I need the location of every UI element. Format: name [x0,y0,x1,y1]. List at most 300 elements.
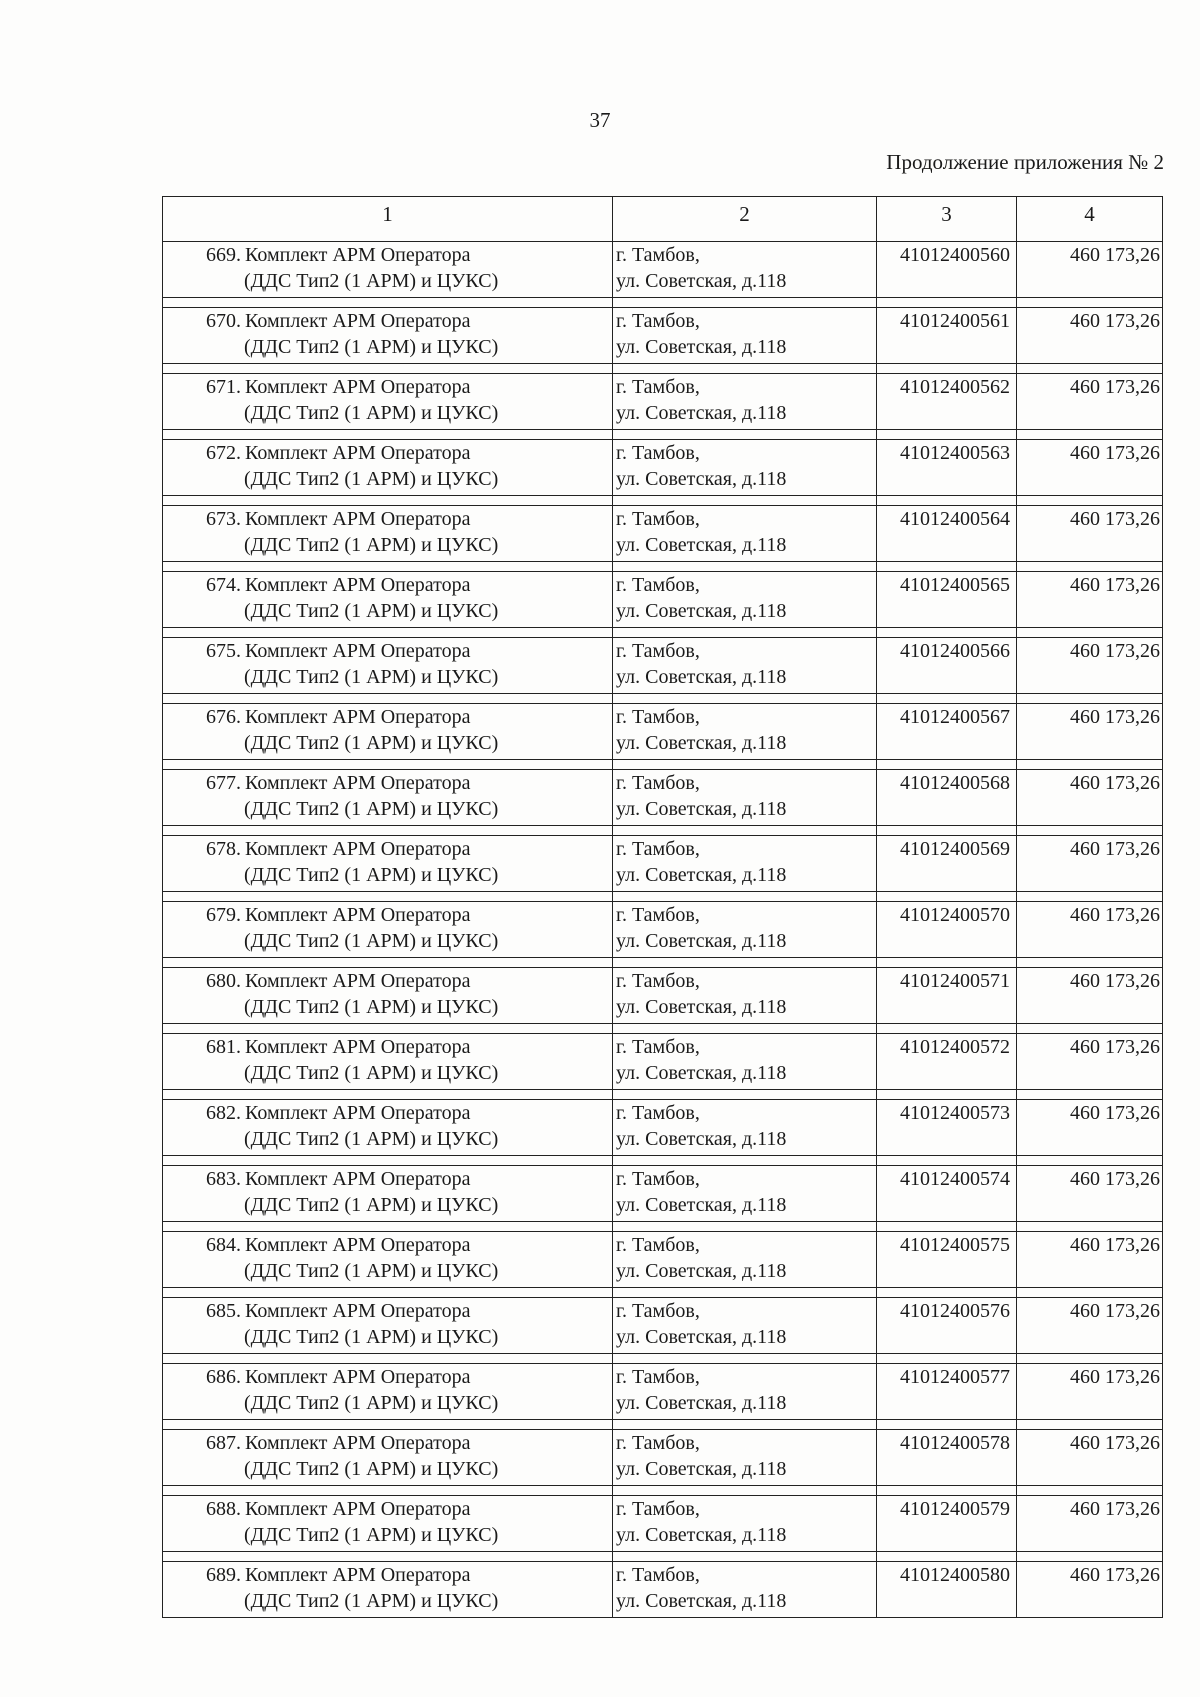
spacer-cell [1017,298,1163,308]
item-name-cell [163,836,613,892]
address-cell [613,1430,877,1486]
item-name-line1 [177,968,612,994]
equipment-table [162,196,1163,1618]
item-name-line1 [177,1430,612,1456]
address-city: г. Тамбов, [616,1498,700,1520]
spacer-cell [1017,760,1163,770]
row-number: 686. [206,1366,241,1388]
spacer-cell [163,1486,613,1496]
row-number: 681. [206,1036,241,1058]
spacer-cell [613,760,877,770]
address-city: г. Тамбов, [616,970,700,992]
spacer-cell [613,430,877,440]
item-type: (ДДС Тип2 (1 АРМ) и ЦУКС) [244,1062,499,1084]
address-cell [613,1364,877,1420]
row-spacer [163,1486,1163,1496]
table-body [163,242,1163,1618]
row-number: 675. [206,640,241,662]
row-number: 687. [206,1432,241,1454]
spacer-cell [1017,1090,1163,1100]
address-street: ул. Советская, д.118 [616,930,787,952]
address-city: г. Тамбов, [616,1234,700,1256]
spacer-cell [1017,430,1163,440]
row-number: 680. [206,970,241,992]
spacer-cell [613,892,877,902]
address-street: ул. Советская, д.118 [616,402,787,424]
address-street: ул. Советская, д.118 [616,1458,787,1480]
item-name: Комплект АРМ Оператора [245,1366,471,1388]
spacer-cell [1017,1486,1163,1496]
address-street: ул. Советская, д.118 [616,1326,787,1348]
spacer-cell [1017,1552,1163,1562]
inventory-number: 41012400574 [877,1166,1017,1222]
item-name-line1 [177,1496,612,1522]
row-spacer [163,958,1163,968]
spacer-cell [163,1552,613,1562]
table-row [163,1232,1163,1288]
inventory-number: 41012400564 [877,506,1017,562]
cost-value: 460 173,26 [1017,1298,1163,1354]
item-type: (ДДС Тип2 (1 АРМ) и ЦУКС) [244,930,499,952]
item-name: Комплект АРМ Оператора [245,442,471,464]
table-row [163,1562,1163,1618]
spacer-cell [1017,1354,1163,1364]
item-name: Комплект АРМ Оператора [245,1102,471,1124]
address-cell [613,968,877,1024]
item-name-cell [163,1430,613,1486]
table-row [163,308,1163,364]
row-number: 669. [206,244,241,266]
inventory-number: 41012400567 [877,704,1017,760]
spacer-cell [1017,1222,1163,1232]
table-row [163,836,1163,892]
address-city: г. Тамбов, [616,1366,700,1388]
item-name-cell [163,1298,613,1354]
spacer-cell [1017,1420,1163,1430]
spacer-cell [1017,1156,1163,1166]
item-type: (ДДС Тип2 (1 АРМ) и ЦУКС) [244,666,499,688]
row-number: 689. [206,1564,241,1586]
spacer-cell [877,628,1017,638]
item-type: (ДДС Тип2 (1 АРМ) и ЦУКС) [244,1458,499,1480]
item-type: (ДДС Тип2 (1 АРМ) и ЦУКС) [244,402,499,424]
item-type: (ДДС Тип2 (1 АРМ) и ЦУКС) [244,600,499,622]
spacer-cell [877,892,1017,902]
address-cell [613,572,877,628]
spacer-cell [877,826,1017,836]
spacer-cell [613,1156,877,1166]
address-street: ул. Советская, д.118 [616,468,787,490]
table-row [163,506,1163,562]
item-name-cell [163,242,613,298]
item-type: (ДДС Тип2 (1 АРМ) и ЦУКС) [244,1524,499,1546]
item-name-cell [163,1166,613,1222]
item-name-cell [163,1100,613,1156]
item-name-line1 [177,1562,612,1588]
inventory-number: 41012400570 [877,902,1017,958]
spacer-cell [877,1024,1017,1034]
item-name: Комплект АРМ Оператора [245,970,471,992]
spacer-cell [163,430,613,440]
address-city: г. Тамбов, [616,376,700,398]
cost-value: 460 173,26 [1017,638,1163,694]
cost-value: 460 173,26 [1017,572,1163,628]
address-city: г. Тамбов, [616,1168,700,1190]
item-name-cell [163,572,613,628]
item-name: Комплект АРМ Оператора [245,1564,471,1586]
spacer-cell [613,1024,877,1034]
inventory-number: 41012400561 [877,308,1017,364]
spacer-cell [613,1354,877,1364]
cost-value: 460 173,26 [1017,704,1163,760]
spacer-cell [613,1288,877,1298]
cost-value: 460 173,26 [1017,1166,1163,1222]
row-number: 688. [206,1498,241,1520]
spacer-cell [877,1090,1017,1100]
inventory-number: 41012400573 [877,1100,1017,1156]
spacer-cell [163,892,613,902]
address-street: ул. Советская, д.118 [616,1260,787,1282]
item-type: (ДДС Тип2 (1 АРМ) и ЦУКС) [244,996,499,1018]
address-street: ул. Советская, д.118 [616,270,787,292]
item-name: Комплект АРМ Оператора [245,376,471,398]
spacer-cell [613,496,877,506]
row-spacer [163,628,1163,638]
item-type: (ДДС Тип2 (1 АРМ) и ЦУКС) [244,270,499,292]
spacer-cell [1017,958,1163,968]
address-city: г. Тамбов, [616,1432,700,1454]
table-row [163,770,1163,826]
table-header-row [163,197,1163,242]
address-city: г. Тамбов, [616,442,700,464]
row-spacer [163,1090,1163,1100]
item-name-cell [163,638,613,694]
cost-value: 460 173,26 [1017,374,1163,430]
table-row [163,572,1163,628]
item-name-cell [163,308,613,364]
item-name: Комплект АРМ Оператора [245,1432,471,1454]
spacer-cell [613,826,877,836]
address-cell [613,1034,877,1090]
address-cell [613,1232,877,1288]
spacer-cell [163,1354,613,1364]
address-city: г. Тамбов, [616,508,700,530]
item-name-line1 [177,440,612,466]
address-street: ул. Советская, д.118 [616,1590,787,1612]
item-type: (ДДС Тип2 (1 АРМ) и ЦУКС) [244,468,499,490]
address-street: ул. Советская, д.118 [616,534,787,556]
row-number: 676. [206,706,241,728]
address-cell [613,770,877,826]
table-row [163,1100,1163,1156]
row-spacer [163,1552,1163,1562]
table-row [163,1430,1163,1486]
row-spacer [163,826,1163,836]
item-name-cell [163,374,613,430]
row-number: 684. [206,1234,241,1256]
spacer-cell [163,958,613,968]
item-name-line1 [177,374,612,400]
item-name: Комплект АРМ Оператора [245,1234,471,1256]
row-spacer [163,562,1163,572]
table-row [163,1034,1163,1090]
item-name-cell [163,1496,613,1552]
table-row [163,1166,1163,1222]
item-name-cell [163,1364,613,1420]
address-city: г. Тамбов, [616,244,700,266]
address-city: г. Тамбов, [616,772,700,794]
address-street: ул. Советская, д.118 [616,600,787,622]
spacer-cell [163,1024,613,1034]
address-city: г. Тамбов, [616,1564,700,1586]
continuation-label: Продолжение приложения № 2 [886,150,1164,174]
address-cell [613,242,877,298]
item-name-line1 [177,1166,612,1192]
item-name: Комплект АРМ Оператора [245,1168,471,1190]
inventory-number: 41012400563 [877,440,1017,496]
row-spacer [163,298,1163,308]
spacer-cell [877,562,1017,572]
item-name-cell [163,902,613,958]
spacer-cell [163,826,613,836]
address-cell [613,704,877,760]
item-name: Комплект АРМ Оператора [245,838,471,860]
item-name: Комплект АРМ Оператора [245,1036,471,1058]
address-street: ул. Советская, д.118 [616,666,787,688]
address-city: г. Тамбов, [616,1300,700,1322]
spacer-cell [1017,694,1163,704]
address-cell [613,308,877,364]
address-street: ул. Советская, д.118 [616,1128,787,1150]
spacer-cell [613,1222,877,1232]
spacer-cell [163,1420,613,1430]
cost-value: 460 173,26 [1017,1034,1163,1090]
spacer-cell [1017,1288,1163,1298]
spacer-cell [877,1486,1017,1496]
address-street: ул. Советская, д.118 [616,798,787,820]
spacer-cell [877,1552,1017,1562]
item-name-line1 [177,902,612,928]
address-cell [613,1166,877,1222]
item-type: (ДДС Тип2 (1 АРМ) и ЦУКС) [244,1392,499,1414]
item-name-line1 [177,572,612,598]
item-name-cell [163,1034,613,1090]
spacer-cell [877,496,1017,506]
spacer-cell [613,694,877,704]
address-cell [613,902,877,958]
spacer-cell [163,1288,613,1298]
address-city: г. Тамбов, [616,310,700,332]
spacer-cell [877,364,1017,374]
item-name-cell [163,440,613,496]
inventory-number: 41012400562 [877,374,1017,430]
spacer-cell [613,958,877,968]
address-city: г. Тамбов, [616,574,700,596]
address-street: ул. Советская, д.118 [616,732,787,754]
row-number: 671. [206,376,241,398]
cost-value: 460 173,26 [1017,1562,1163,1618]
inventory-number: 41012400572 [877,1034,1017,1090]
item-name-cell [163,968,613,1024]
spacer-cell [163,1090,613,1100]
item-type: (ДДС Тип2 (1 АРМ) и ЦУКС) [244,798,499,820]
spacer-cell [1017,892,1163,902]
row-number: 685. [206,1300,241,1322]
item-name-line1 [177,1364,612,1390]
table-row [163,638,1163,694]
table-row [163,704,1163,760]
cost-value: 460 173,26 [1017,1496,1163,1552]
spacer-cell [877,1354,1017,1364]
item-name-line1 [177,506,612,532]
spacer-cell [613,364,877,374]
row-spacer [163,1156,1163,1166]
inventory-number: 41012400578 [877,1430,1017,1486]
row-spacer [163,430,1163,440]
row-number: 674. [206,574,241,596]
cost-value: 460 173,26 [1017,1430,1163,1486]
item-name: Комплект АРМ Оператора [245,244,471,266]
table-row [163,374,1163,430]
table-row [163,968,1163,1024]
spacer-cell [1017,1024,1163,1034]
item-name-line1 [177,638,612,664]
address-street: ул. Советская, д.118 [616,996,787,1018]
spacer-cell [163,1156,613,1166]
item-name: Комплект АРМ Оператора [245,1498,471,1520]
cost-value: 460 173,26 [1017,1232,1163,1288]
address-cell [613,506,877,562]
row-number: 672. [206,442,241,464]
spacer-cell [613,1486,877,1496]
item-name-line1 [177,308,612,334]
address-cell [613,836,877,892]
address-street: ул. Советская, д.118 [616,1392,787,1414]
item-name-cell [163,1562,613,1618]
address-street: ул. Советская, д.118 [616,1194,787,1216]
row-spacer [163,1024,1163,1034]
row-spacer [163,694,1163,704]
item-type: (ДДС Тип2 (1 АРМ) и ЦУКС) [244,732,499,754]
item-type: (ДДС Тип2 (1 АРМ) и ЦУКС) [244,336,499,358]
spacer-cell [163,364,613,374]
row-number: 679. [206,904,241,926]
spacer-cell [163,496,613,506]
item-name-line1 [177,242,612,268]
item-name-cell [163,1232,613,1288]
address-cell [613,1100,877,1156]
spacer-cell [1017,562,1163,572]
spacer-cell [877,1156,1017,1166]
page-number: 37 [589,108,611,132]
item-name: Комплект АРМ Оператора [245,706,471,728]
row-number: 677. [206,772,241,794]
spacer-cell [163,760,613,770]
row-spacer [163,892,1163,902]
spacer-cell [877,1420,1017,1430]
inventory-number: 41012400566 [877,638,1017,694]
cost-value: 460 173,26 [1017,902,1163,958]
spacer-cell [163,298,613,308]
spacer-cell [163,562,613,572]
spacer-cell [613,1552,877,1562]
cost-value: 460 173,26 [1017,308,1163,364]
item-name: Комплект АРМ Оператора [245,1300,471,1322]
row-spacer [163,364,1163,374]
item-name-cell [163,506,613,562]
item-name-line1 [177,1232,612,1258]
cost-value: 460 173,26 [1017,1364,1163,1420]
address-cell [613,440,877,496]
address-street: ул. Советская, д.118 [616,336,787,358]
item-name-line1 [177,1298,612,1324]
spacer-cell [877,430,1017,440]
item-type: (ДДС Тип2 (1 АРМ) и ЦУКС) [244,1260,499,1282]
item-type: (ДДС Тип2 (1 АРМ) и ЦУКС) [244,534,499,556]
cost-value: 460 173,26 [1017,506,1163,562]
spacer-cell [877,694,1017,704]
table-row [163,440,1163,496]
table-row [163,242,1163,298]
column-header-2: 2 [613,197,877,242]
address-city: г. Тамбов, [616,1036,700,1058]
inventory-number: 41012400571 [877,968,1017,1024]
spacer-cell [877,1222,1017,1232]
item-name-cell [163,770,613,826]
inventory-number: 41012400565 [877,572,1017,628]
spacer-cell [877,958,1017,968]
item-type: (ДДС Тип2 (1 АРМ) и ЦУКС) [244,1194,499,1216]
item-name-line1 [177,836,612,862]
item-type: (ДДС Тип2 (1 АРМ) и ЦУКС) [244,1590,499,1612]
item-name: Комплект АРМ Оператора [245,508,471,530]
item-name-line1 [177,1034,612,1060]
cost-value: 460 173,26 [1017,836,1163,892]
row-spacer [163,1420,1163,1430]
spacer-cell [613,1420,877,1430]
address-city: г. Тамбов, [616,640,700,662]
item-name: Комплект АРМ Оператора [245,772,471,794]
row-spacer [163,1222,1163,1232]
spacer-cell [1017,628,1163,638]
item-name: Комплект АРМ Оператора [245,904,471,926]
address-cell [613,1298,877,1354]
table-row [163,1298,1163,1354]
cost-value: 460 173,26 [1017,242,1163,298]
item-type: (ДДС Тип2 (1 АРМ) и ЦУКС) [244,1326,499,1348]
item-name-line1 [177,704,612,730]
table-row [163,902,1163,958]
item-type: (ДДС Тип2 (1 АРМ) и ЦУКС) [244,1128,499,1150]
cost-value: 460 173,26 [1017,1100,1163,1156]
spacer-cell [613,628,877,638]
address-city: г. Тамбов, [616,904,700,926]
inventory-number: 41012400575 [877,1232,1017,1288]
address-city: г. Тамбов, [616,706,700,728]
spacer-cell [877,1288,1017,1298]
address-street: ул. Советская, д.118 [616,1062,787,1084]
inventory-number: 41012400579 [877,1496,1017,1552]
row-spacer [163,1354,1163,1364]
item-type: (ДДС Тип2 (1 АРМ) и ЦУКС) [244,864,499,886]
spacer-cell [613,562,877,572]
row-number: 682. [206,1102,241,1124]
row-number: 670. [206,310,241,332]
item-name: Комплект АРМ Оператора [245,574,471,596]
spacer-cell [877,298,1017,308]
address-street: ул. Советская, д.118 [616,864,787,886]
spacer-cell [163,628,613,638]
